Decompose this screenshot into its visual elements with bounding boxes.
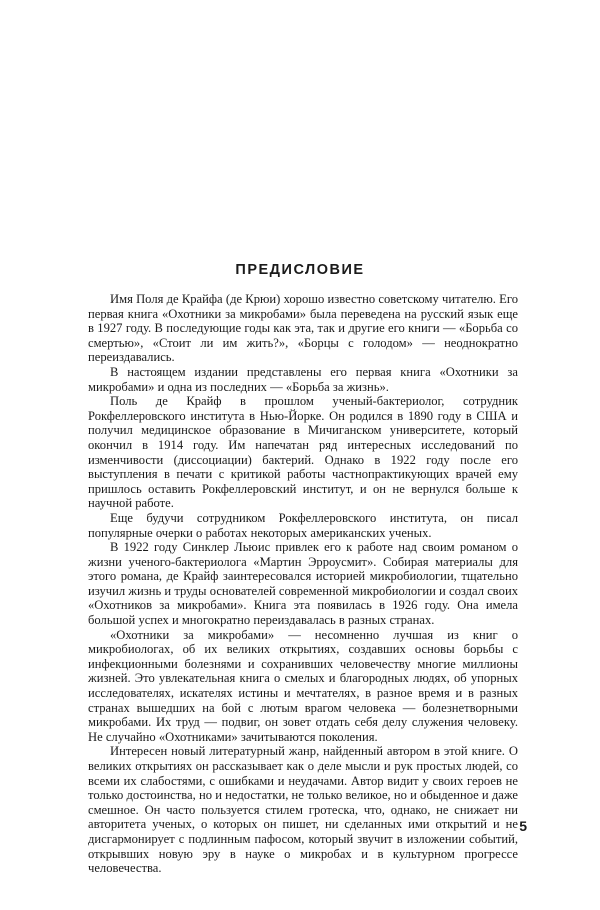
paragraph: Еще будучи сотрудником Рокфеллеровского института, он писал популярные очерки о работах некоторых американских ученых. [88,510,518,540]
paragraph: В настоящем издании представлены его первая книга «Охотники за микробами» и одна из последних — «Борьба за жизнь». [88,364,518,394]
page-heading: ПРЕДИСЛОВИЕ [235,262,365,278]
paragraph: «Охотники за микробами» — несомненно лучшая из книг о микробиологах, об их великих открытиях, создавших основы борьбы с инфекционными болезнями и сохранивших человечеству многие миллионы жизней. Это увлекательная книга о смелых и благородных людях, об упорных исследователях, искателях истины и мечтателях, в разное время и в разных странах вышедших на бой с лютым врагом человека — болезнетворными микробами. Их труд — подвиг, он зовет отдать себя делу служения человеку. Не случайно «Охотниками» зачитываются поколения. [88,627,518,744]
paragraph: В 1922 году Синклер Льюис привлек его к работе над своим романом о жизни ученого-бактериолога «Мартин Эрроусмит». Собирая материалы для этого романа, де Крайф заинтересовался историей микробиологии, тщательно изучил жизнь и труды основателей современной микробиологии и создал своих «Охотников за микробами». Книга эта появилась в 1926 году. Она имела большой успех и многократно переиздавалась в разных странах. [88,540,518,628]
page-number: 5 [519,818,527,834]
paragraph: Поль де Крайф в прошлом ученый-бактериолог, сотрудник Рокфеллеровского института в Нью-Йорке. Он родился в 1890 году в США и получил медицинское образование в Мичиганском университете, который окончил в 1914 году. Им напечатан ряд интересных исследований по изменчивости (диссоциации) бактерий. Однако в 1922 году после его выступления в печати с критикой работы частнопрактикующих врачей ему пришлось оставить Рокфеллеровский институт, и он не вернулся больше к научной работе. [88,394,518,511]
paragraph: Имя Поля де Крайфа (де Крюи) хорошо известно советскому читателю. Его первая книга «Охотники за микробами» была переведена на русский язык еще в 1927 году. В последующие годы как эта, так и другие его книги — «Борьба со смертью», «Стоит ли им жить?», «Борцы с голодом» — неоднократно переиздавались. [88,292,518,365]
paragraph: Интересен новый литературный жанр, найденный автором в этой книге. О великих открытиях он рассказывает как о деле мысли и рук простых людей, со всеми их слабостями, с ошибками и неудачами. Автор видит у своих героев не только достоинства, но и недостатки, не только великое, но и обыденное и даже смешное. Он часто пользуется стилем гротеска, что, однако, не снижает ни авторитета ученых, о которых он пишет, ни сделанных ими открытий и не дисгармонирует с подлинным пафосом, который звучит в изложении событий, открывших новую эру в науке о микробах и в культурном прогрессе человечества. [88,744,518,876]
preface-body [88,292,518,876]
